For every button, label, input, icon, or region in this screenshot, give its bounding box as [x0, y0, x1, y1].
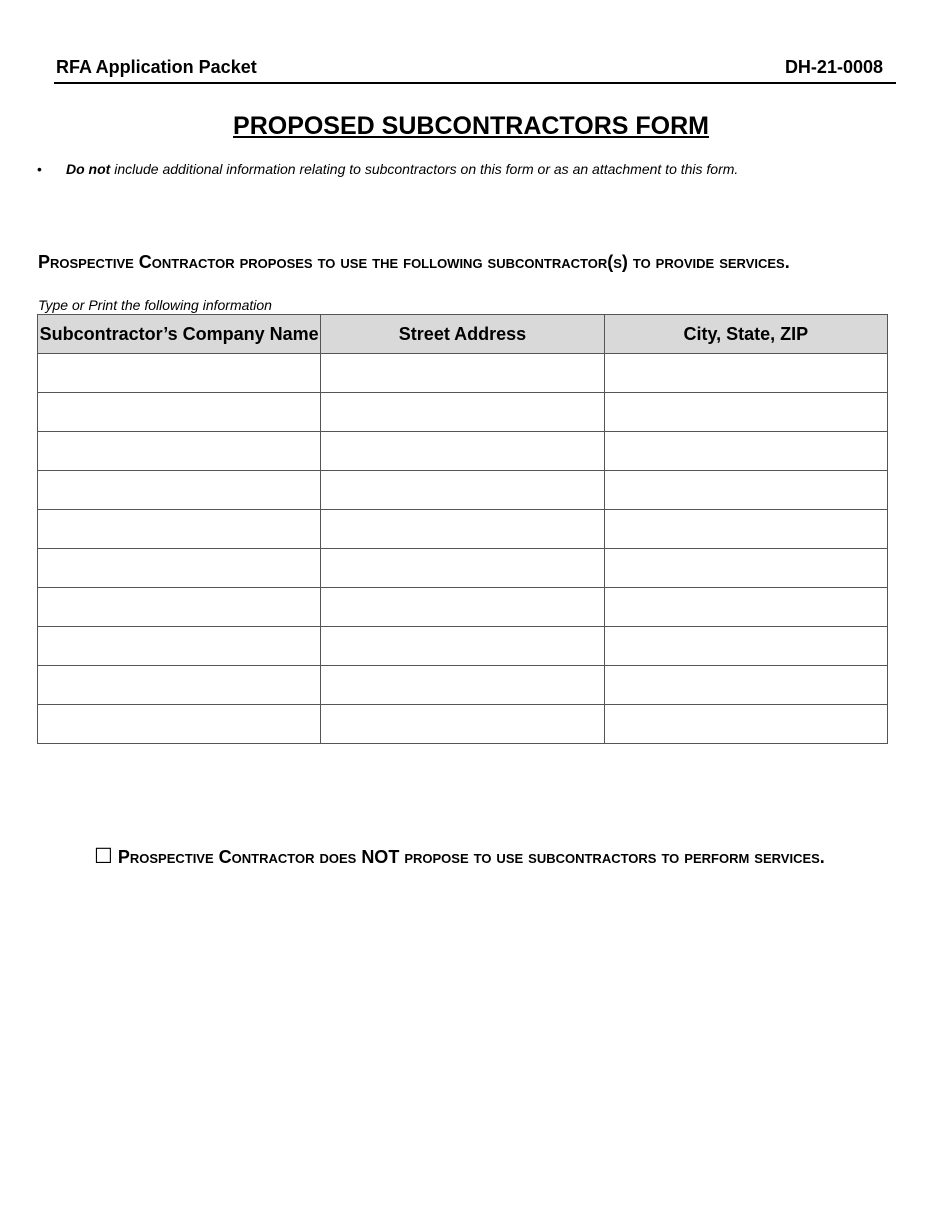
column-header-city-state-zip: City, State, ZIP: [604, 315, 887, 354]
type-print-note: Type or Print the following information: [38, 297, 272, 313]
city-state-zip-cell[interactable]: [604, 432, 887, 471]
city-state-zip-cell[interactable]: [604, 666, 887, 705]
packet-title: RFA Application Packet: [56, 57, 257, 77]
table-row: [38, 666, 888, 705]
company-name-cell[interactable]: [38, 705, 321, 744]
subcontractors-table: [37, 314, 888, 744]
city-state-zip-cell[interactable]: [604, 393, 887, 432]
document-number: DH-21-0008: [784, 57, 883, 77]
instruction-rest: include additional information relating to subcontractors on this form or as an attachment to this form.: [110, 161, 739, 177]
street-address-cell[interactable]: [321, 549, 604, 588]
no-subcontractors-text-start: Prospective Contractor does: [117, 847, 362, 867]
table-row: [38, 549, 888, 588]
table-header-row: [38, 315, 888, 354]
city-state-zip-cell[interactable]: [604, 354, 887, 393]
street-address-cell[interactable]: [321, 510, 604, 549]
street-address-cell[interactable]: [321, 627, 604, 666]
table-row: [38, 627, 888, 666]
company-name-cell[interactable]: [38, 549, 321, 588]
company-name-cell[interactable]: [38, 510, 321, 549]
city-state-zip-cell[interactable]: [604, 588, 887, 627]
table-row: [38, 432, 888, 471]
proposes-statement: Prospective Contractor proposes to use the following subcontractor(s) to provide services.: [38, 252, 790, 272]
table-row: [38, 354, 888, 393]
city-state-zip-cell[interactable]: [604, 705, 887, 744]
street-address-cell[interactable]: [321, 354, 604, 393]
company-name-cell[interactable]: [38, 393, 321, 432]
street-address-cell[interactable]: [321, 705, 604, 744]
company-name-cell[interactable]: [38, 666, 321, 705]
city-state-zip-cell[interactable]: [604, 471, 887, 510]
table-row: [38, 471, 888, 510]
table-row: [38, 588, 888, 627]
street-address-cell[interactable]: [321, 666, 604, 705]
company-name-cell[interactable]: [38, 354, 321, 393]
instruction-text: [66, 161, 738, 177]
company-name-cell[interactable]: [38, 432, 321, 471]
page-header: [54, 55, 896, 84]
company-name-cell[interactable]: [38, 588, 321, 627]
no-subcontractors-checkbox[interactable]: ☐: [94, 845, 113, 868]
company-name-cell[interactable]: [38, 627, 321, 666]
table-row: [38, 705, 888, 744]
bullet-dot: •: [37, 161, 42, 177]
street-address-cell[interactable]: [321, 588, 604, 627]
table-row: [38, 510, 888, 549]
column-header-street-address: Street Address: [321, 315, 604, 354]
column-header-company-name: Subcontractor’s Company Name: [38, 315, 321, 354]
city-state-zip-cell[interactable]: [604, 510, 887, 549]
city-state-zip-cell[interactable]: [604, 549, 887, 588]
street-address-cell[interactable]: [321, 432, 604, 471]
street-address-cell[interactable]: [321, 471, 604, 510]
company-name-cell[interactable]: [38, 471, 321, 510]
city-state-zip-cell[interactable]: [604, 627, 887, 666]
table-row: [38, 393, 888, 432]
no-subcontractors-text-end: propose to use subcontractors to perform services.: [399, 847, 825, 867]
no-subcontractors-not: NOT: [361, 847, 400, 867]
no-subcontractors-option: [94, 843, 884, 871]
street-address-cell[interactable]: [321, 393, 604, 432]
instruction-emphasis: Do not: [66, 161, 111, 177]
form-title: PROPOSED SUBCONTRACTORS FORM: [233, 112, 709, 140]
